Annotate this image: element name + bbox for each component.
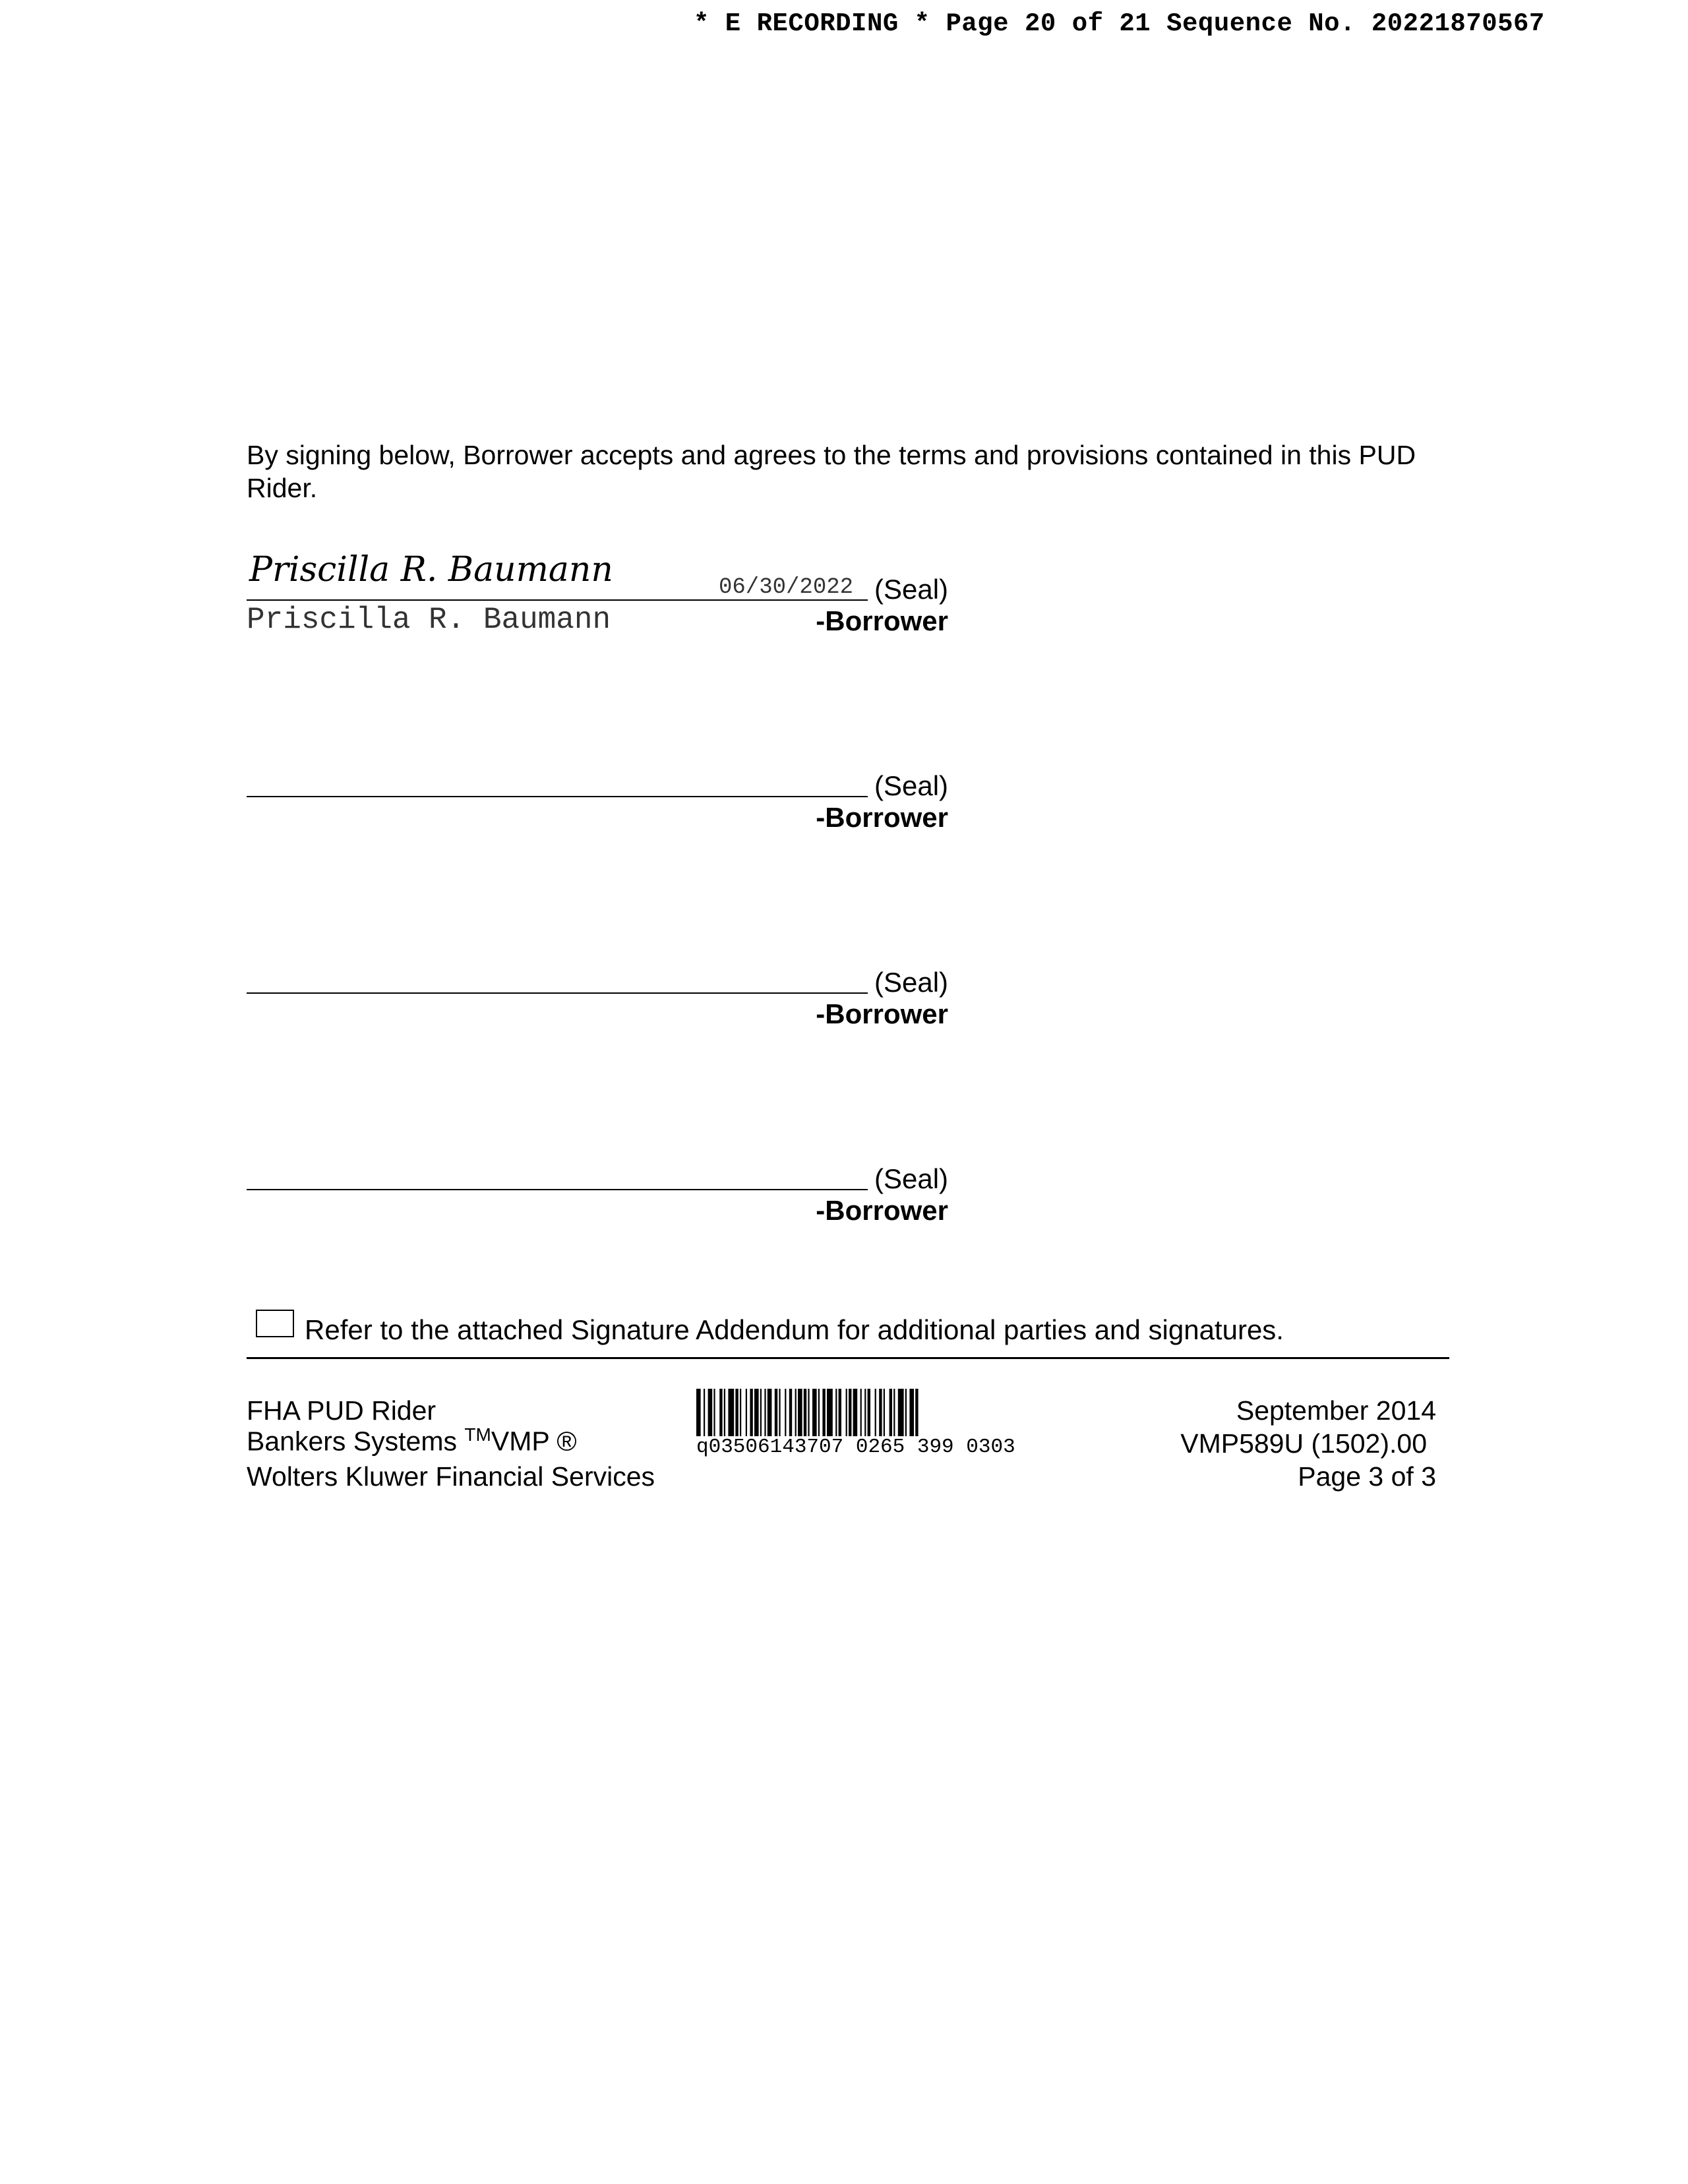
trademark-mark: TM (464, 1424, 491, 1445)
borrower-label: -Borrower (816, 802, 948, 833)
barcode-bar (713, 1389, 715, 1436)
barcode-bar (839, 1389, 841, 1436)
borrower-label: -Borrower (816, 1195, 948, 1226)
barcode-bar (884, 1389, 885, 1436)
form-date: September 2014 (1236, 1395, 1436, 1426)
barcode-bar (760, 1389, 762, 1436)
barcode-bar (750, 1389, 752, 1436)
barcode-bar (812, 1389, 817, 1436)
barcode-bar (775, 1389, 777, 1436)
vendor-name: Bankers Systems (247, 1426, 457, 1457)
barcode-bar (789, 1389, 792, 1436)
barcode-bar (768, 1389, 772, 1436)
barcode-bar (754, 1389, 759, 1436)
barcode-bar (740, 1389, 741, 1436)
barcode-bar (804, 1389, 806, 1436)
signature-block-3 (247, 955, 949, 1029)
barcode-bar (735, 1389, 738, 1436)
borrower-label: -Borrower (816, 998, 948, 1029)
signature-date: 06/30/2022 (719, 575, 854, 600)
barcode-bar (764, 1389, 766, 1436)
barcode-number: q03506143707 0265 399 0303 (696, 1436, 1015, 1459)
signature-line (247, 796, 868, 797)
barcode-bar (875, 1389, 876, 1436)
barcode-bar (835, 1389, 837, 1436)
barcode-bar (868, 1389, 870, 1436)
registered-mark: ® (557, 1426, 577, 1457)
barcode-bar (818, 1389, 820, 1436)
barcode-bar (860, 1389, 862, 1436)
barcode-bar (798, 1389, 802, 1436)
barcode-bar (708, 1389, 713, 1436)
addendum-text: Refer to the attached Signature Addendum for additional parties and signatures. (305, 1314, 1284, 1345)
barcode (696, 1389, 1166, 1436)
barcode-bar (889, 1389, 892, 1436)
barcode-bar (915, 1389, 918, 1436)
seal-label: (Seal) (874, 770, 949, 801)
barcode-bar (849, 1389, 851, 1436)
signature-line (247, 1189, 868, 1190)
signature-line (247, 599, 868, 601)
signature-addendum-checkbox[interactable] (256, 1310, 294, 1337)
barcode-bar (746, 1389, 747, 1436)
seal-label: (Seal) (874, 1163, 949, 1194)
recording-header: * E RECORDING * Page 20 of 21 Sequence No. 20221870567 (694, 9, 1545, 38)
barcode-bar (785, 1389, 786, 1436)
vendor-line (247, 1424, 577, 1457)
page-number: Page 3 of 3 (1298, 1461, 1436, 1492)
barcode-bar (879, 1389, 882, 1436)
borrower-label: -Borrower (816, 605, 948, 636)
signature-block-2 (247, 758, 949, 833)
vmp-label: VMP (491, 1426, 549, 1457)
barcode-bar (898, 1389, 904, 1436)
borrower-signature: Priscilla R. Baumann (249, 550, 613, 590)
company-name: Wolters Kluwer Financial Services (247, 1461, 655, 1492)
barcode-bar (822, 1389, 825, 1436)
barcode-bar (728, 1389, 734, 1436)
barcode-bar (893, 1389, 895, 1436)
barcode-bar (905, 1389, 907, 1436)
barcode-bar (864, 1389, 866, 1436)
signature-block-4 (247, 1151, 949, 1226)
footer-divider (247, 1357, 1449, 1359)
barcode-bar (808, 1389, 809, 1436)
form-name: FHA PUD Rider (247, 1395, 437, 1426)
printed-name: Priscilla R. Baumann (247, 603, 611, 637)
intro-text: By signing below, Borrower accepts and agrees to the terms and provisions contained in this PUD Rider. (247, 440, 1416, 503)
barcode-bar (846, 1389, 847, 1436)
signature-block-1 (247, 550, 949, 637)
barcode-bar (704, 1389, 705, 1436)
barcode-bar (853, 1389, 858, 1436)
seal-label: (Seal) (874, 574, 949, 605)
barcode-bar (696, 1389, 701, 1436)
seal-label: (Seal) (874, 967, 949, 998)
barcode-bar (779, 1389, 780, 1436)
barcode-bar (795, 1389, 797, 1436)
barcode-bar (827, 1389, 833, 1436)
barcode-bar (724, 1389, 725, 1436)
form-code: VMP589U (1502).00 (1180, 1428, 1427, 1459)
barcode-bar (909, 1389, 914, 1436)
barcode-bar (719, 1389, 722, 1436)
signature-line (247, 992, 868, 994)
